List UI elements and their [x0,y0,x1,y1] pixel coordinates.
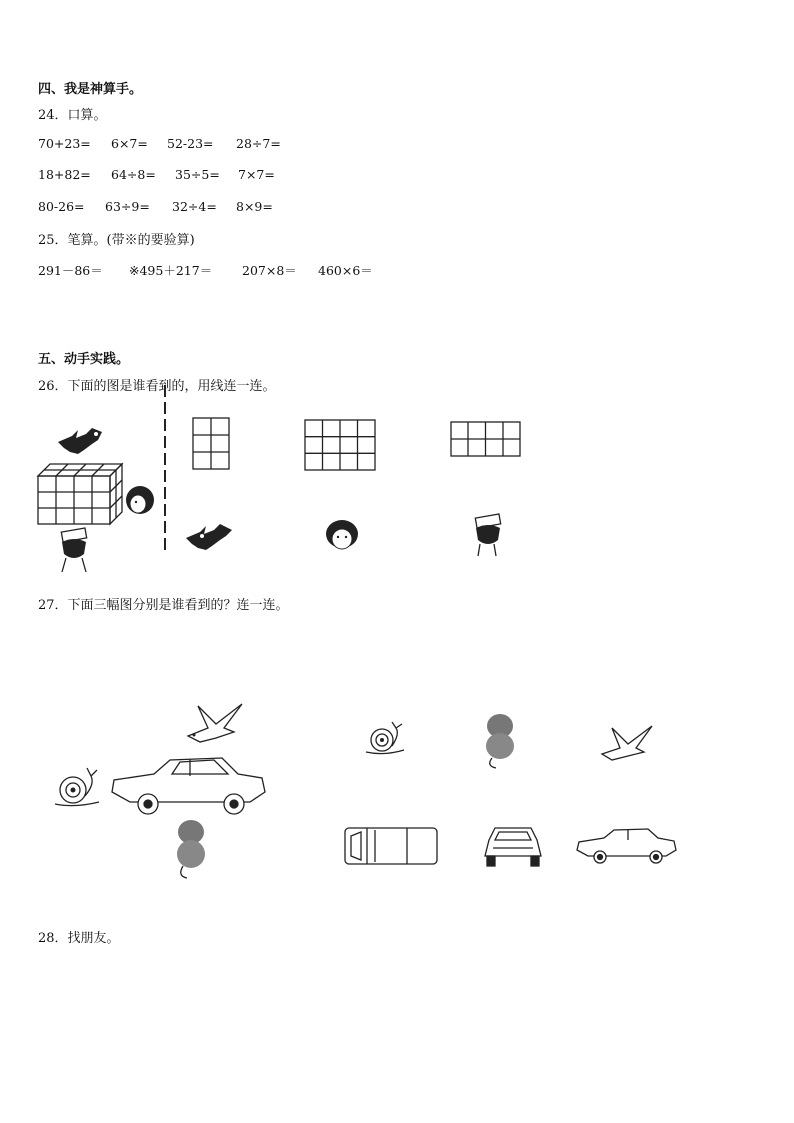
oral-calc-item: 70+23= [38,136,91,151]
view-grid-3 [451,422,520,456]
written-calc-item: 460×6＝ [318,263,373,278]
monkey-back-icon [486,714,514,768]
girl-head-icon [126,486,154,514]
monkey-back-icon [177,820,205,878]
question-25-label: 25．笔算。(带※的要验算) [38,233,195,248]
oral-calc-item: 80-26= [38,199,85,214]
oral-calc-item: 8×9= [236,199,273,214]
oral-calc-item: 63÷9= [105,199,150,214]
snail-icon [55,768,99,806]
question-26-label: 26．下面的图是谁看到的，用线连一连。 [38,379,276,394]
boy-with-hat-icon [475,514,500,556]
snail-icon [366,722,404,754]
swallow-icon [188,704,242,742]
swallow-icon [602,726,652,760]
written-calc-item: 207×8＝ [242,263,297,278]
oral-calc-item: 18+82= [38,167,91,182]
written-calc-item: 291－86＝ [38,263,103,278]
question-24-label: 24．口算。 [38,108,107,123]
question-27-label: 27．下面三幅图分别是谁看到的？连一连。 [38,598,289,613]
boy-with-hat-icon [61,528,86,572]
oral-calc-item: 28÷7= [236,136,281,151]
cube-stack-icon [38,464,122,524]
bird-icon [58,428,102,454]
view-grid-2 [305,420,375,470]
car-side-view-icon [577,829,676,863]
written-calc-item: ※495＋217＝ [129,263,213,278]
section-4-title: 四、我是神算手。 [38,82,143,97]
oral-calc-item: 35÷5= [175,167,220,182]
question-26-figure [0,400,560,600]
question-28-label: 28．找朋友。 [38,931,120,946]
section-5-title: 五、动手实践。 [38,352,130,367]
car-front-view-icon [485,828,541,866]
bird-icon [186,524,232,550]
car-top-view-icon [345,828,437,864]
view-grid-1 [193,418,229,469]
oral-calc-item: 7×7= [238,167,275,182]
oral-calc-item: 6×7= [111,136,148,151]
girl-head-icon [326,520,358,549]
oral-calc-item: 52-23= [167,136,214,151]
car-side-view-icon [112,758,265,814]
oral-calc-item: 64÷8= [111,167,156,182]
oral-calc-item: 32÷4= [172,199,217,214]
question-27-figure [0,680,700,900]
